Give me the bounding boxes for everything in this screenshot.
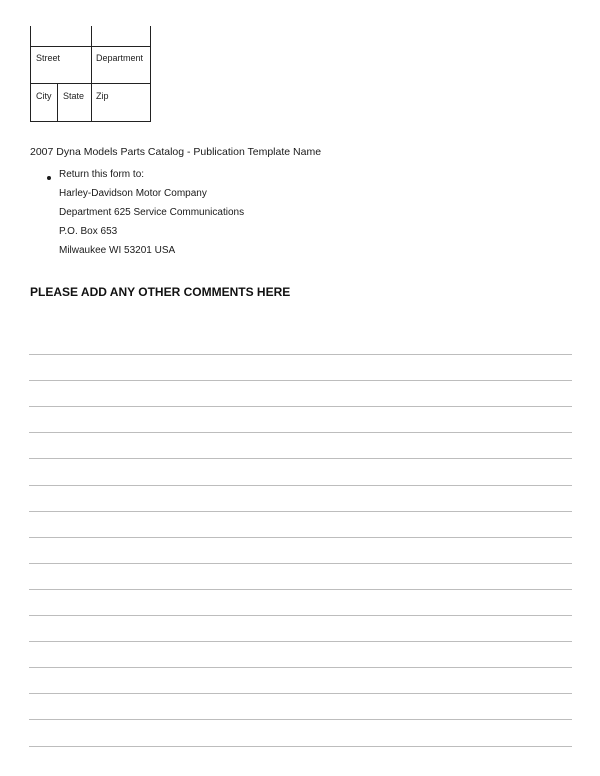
comment-line[interactable] [29, 615, 572, 616]
comment-line[interactable] [29, 511, 572, 512]
comments-heading: PLEASE ADD ANY OTHER COMMENTS HERE [30, 285, 291, 299]
bullet-icon [47, 176, 51, 180]
comment-line[interactable] [29, 693, 572, 694]
state-field[interactable]: State [63, 91, 85, 101]
comment-line[interactable] [29, 746, 572, 747]
comment-line[interactable] [29, 589, 572, 590]
table-border-left [30, 26, 31, 122]
street-field[interactable]: Street [36, 53, 61, 63]
return-department: Department 625 Service Communications [59, 207, 245, 218]
comment-line[interactable] [29, 641, 572, 642]
table-border-bottom [30, 121, 151, 122]
return-intro: Return this form to: [59, 169, 145, 180]
comment-line[interactable] [29, 719, 572, 720]
return-city-zip: Milwaukee WI 53201 USA [59, 245, 176, 256]
comment-line[interactable] [29, 563, 572, 564]
comment-line[interactable] [29, 485, 572, 486]
comment-line[interactable] [29, 667, 572, 668]
department-field[interactable]: Department [96, 53, 144, 63]
comment-line[interactable] [29, 354, 572, 355]
table-divider-vertical [91, 26, 92, 122]
return-company: Harley-Davidson Motor Company [59, 188, 207, 199]
comment-line[interactable] [29, 537, 572, 538]
table-divider-row2 [30, 83, 151, 84]
zip-field[interactable]: Zip [96, 91, 109, 101]
contact-form-table [30, 26, 151, 122]
catalog-title: 2007 Dyna Models Parts Catalog - Publication Template Name [30, 146, 322, 158]
return-po-box: P.O. Box 653 [59, 226, 118, 237]
comment-line[interactable] [29, 380, 572, 381]
table-border-right [150, 26, 151, 122]
comment-line[interactable] [29, 432, 572, 433]
table-divider-row1 [30, 46, 151, 47]
comment-line[interactable] [29, 406, 572, 407]
city-field[interactable]: City [36, 91, 52, 101]
table-divider-city-state [57, 83, 58, 122]
comment-line[interactable] [29, 458, 572, 459]
